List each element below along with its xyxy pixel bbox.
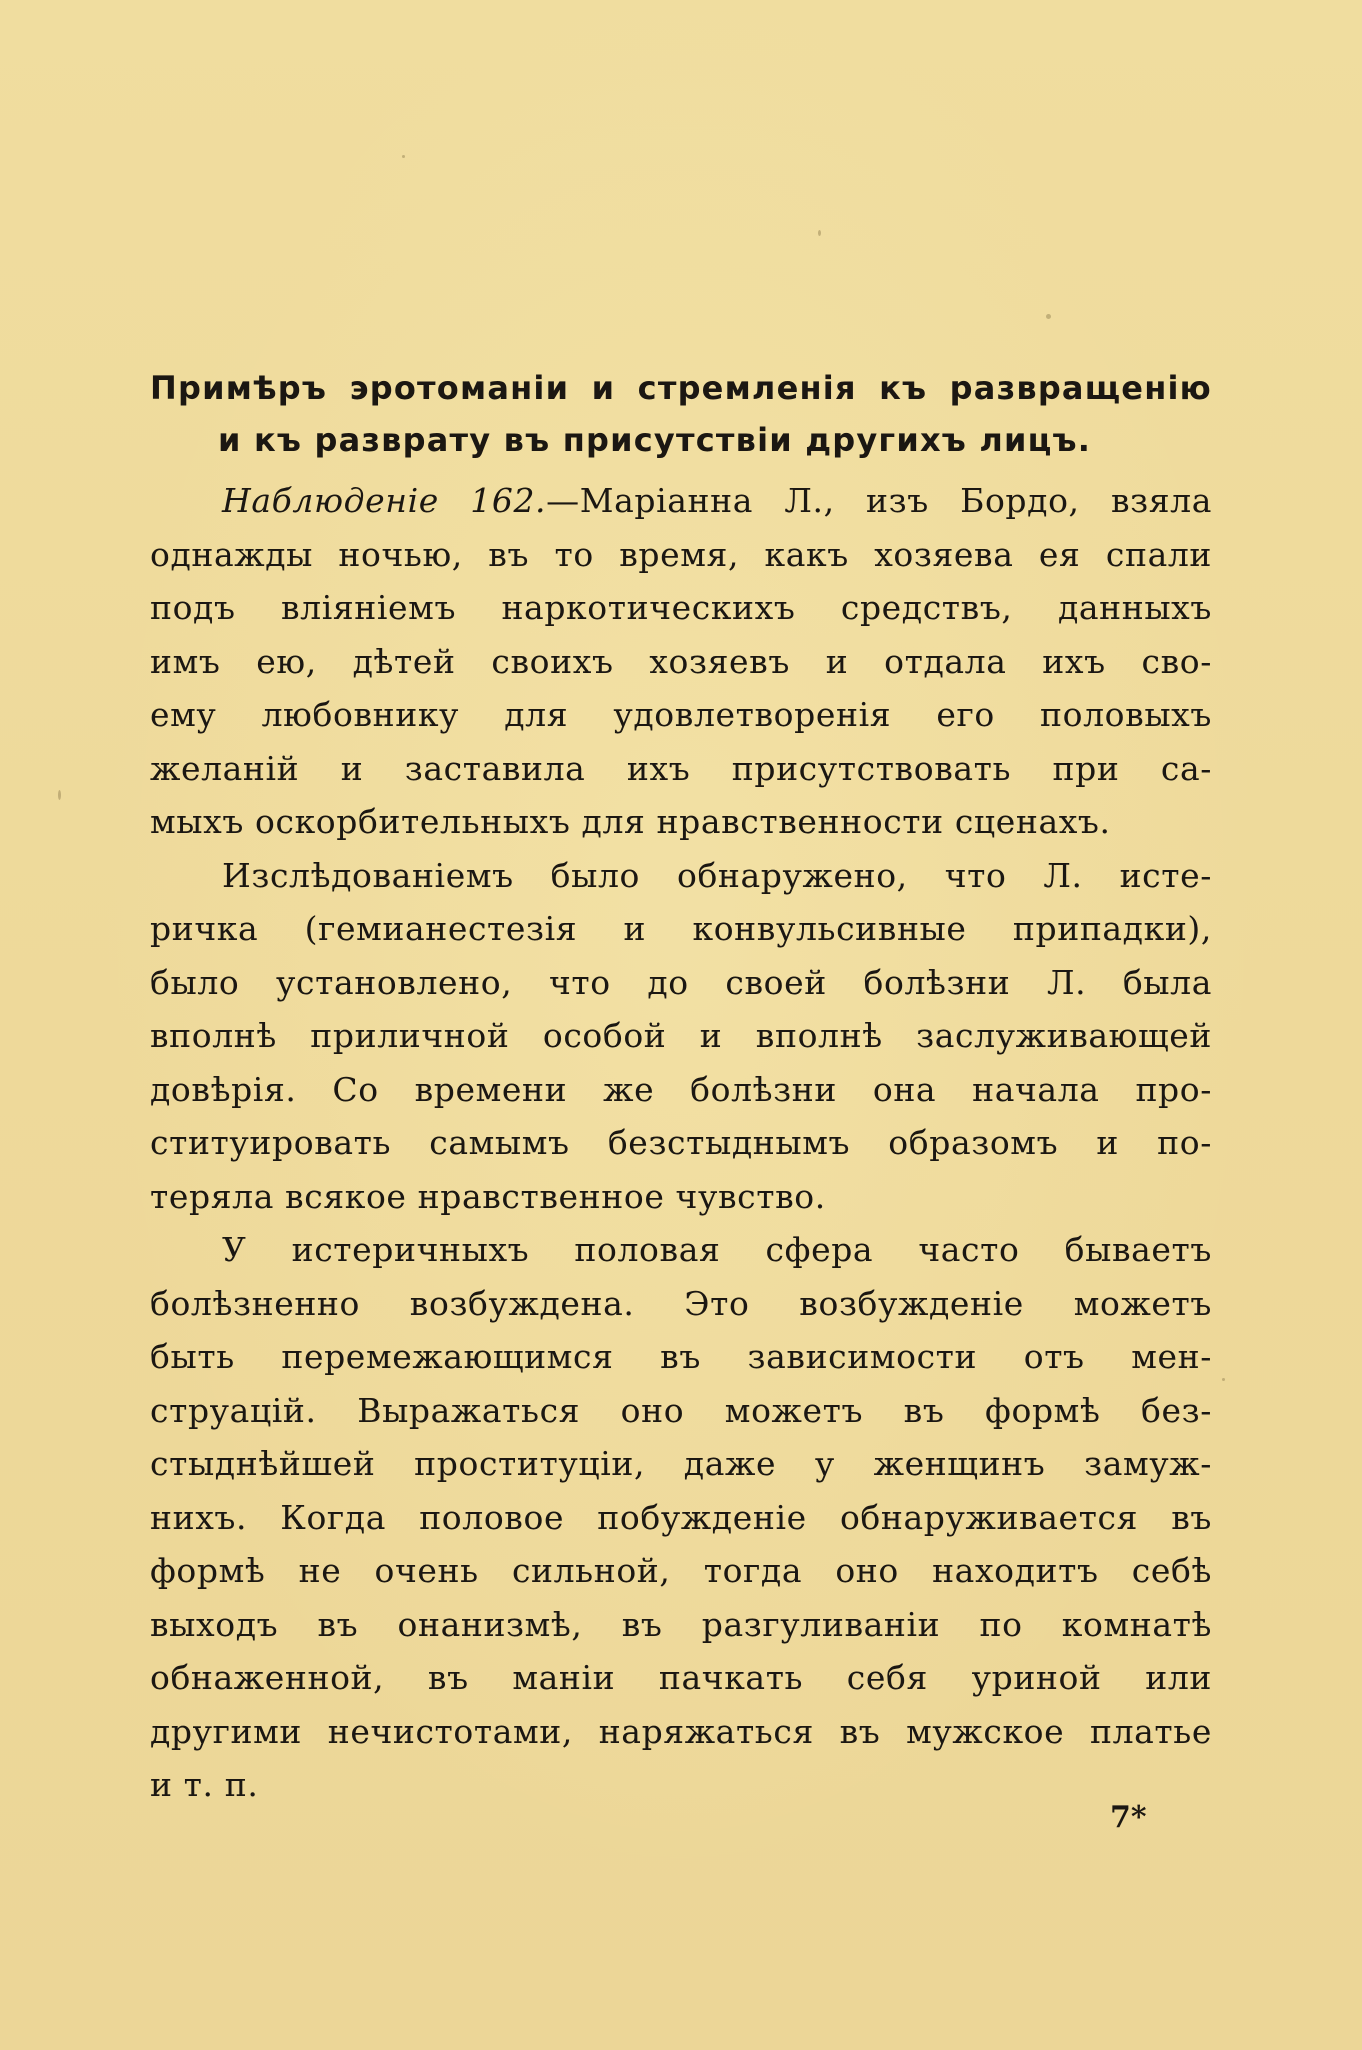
text-line: болѣзненно возбуждена. Это возбужденіе можетъ [150, 1283, 1212, 1323]
text-line: имъ ею, дѣтей своихъ хозяевъ и отдала ихъ сво- [150, 641, 1212, 681]
body-text [150, 474, 1212, 1812]
paper-speck [402, 155, 405, 158]
heading-line-2: и къ разврату въ присутствіи другихъ лицъ. [218, 421, 1092, 459]
text-line: было установлено, что до своей болѣзни Л. была [150, 962, 1212, 1002]
section-heading [150, 362, 1212, 466]
paper-speck [1222, 1378, 1225, 1381]
text-line: быть перемежающимся въ зависимости отъ мен- [150, 1337, 1212, 1376]
text-line: ему любовнику для удовлетворенія его половыхъ [150, 695, 1212, 734]
text-line: нихъ. Когда половое побужденіе обнаруживается въ [150, 1497, 1212, 1537]
page-number: 7* [1110, 1800, 1147, 1835]
paragraph-examination [150, 849, 1212, 1224]
text-line: струацій. Выражаться оно можетъ въ формѣ без- [150, 1390, 1212, 1430]
text-line: однажды ночью, въ то время, какъ хозяева ея спали [150, 534, 1212, 574]
paragraph-hysteria [150, 1223, 1212, 1812]
text-line: и т. п. [150, 1765, 259, 1804]
text-line: довѣрія. Со времени же болѣзни она начала про- [150, 1069, 1212, 1109]
text-line [150, 474, 1212, 528]
text-line: ричка (гемианестезія и конвульсивные припадки), [150, 909, 1212, 948]
text-line-part: —Маріанна Л., изъ Бордо, взяла [546, 481, 1212, 520]
text-line: Изслѣдованіемъ было обнаружено, что Л. истe- [222, 855, 1212, 895]
text-line: формѣ не очень сильной, тогда оно находитъ себѣ [150, 1551, 1212, 1590]
text-line: вполнѣ приличной особой и вполнѣ заслуживающей [150, 1016, 1212, 1055]
heading-line-1: Примѣръ эротоманіи и стремленія къ развращенію [150, 369, 1212, 407]
text-line: стыднѣйшей проституціи, даже у женщинъ замуж- [150, 1444, 1212, 1483]
text-line: У истеричныхъ половая сфера часто бываетъ [222, 1230, 1212, 1269]
paper-speck [1046, 314, 1051, 319]
text-line: мыхъ оскорбительныхъ для нравственности сценахъ. [150, 802, 1111, 841]
text-line: теряла всякое нравственное чувство. [150, 1176, 826, 1216]
text-line: ституировать самымъ безстыднымъ образомъ и по- [150, 1123, 1212, 1162]
text-line: другими нечистотами, наряжаться въ мужское платье [150, 1711, 1212, 1751]
observation-label: Наблюденіе 162. [222, 481, 547, 520]
paragraph-observation [150, 474, 1212, 849]
text-line: выходъ въ онанизмѣ, въ разгуливаніи по комнатѣ [150, 1604, 1212, 1644]
text-line: обнаженной, въ маніи пачкать себя уриной или [150, 1658, 1212, 1697]
paper-speck [58, 790, 61, 800]
paper-speck [818, 230, 821, 236]
text-line: подъ вліяніемъ наркотическихъ средствъ, данныхъ [150, 588, 1212, 627]
text-line: желаній и заставила ихъ присутствовать при са- [150, 748, 1212, 788]
